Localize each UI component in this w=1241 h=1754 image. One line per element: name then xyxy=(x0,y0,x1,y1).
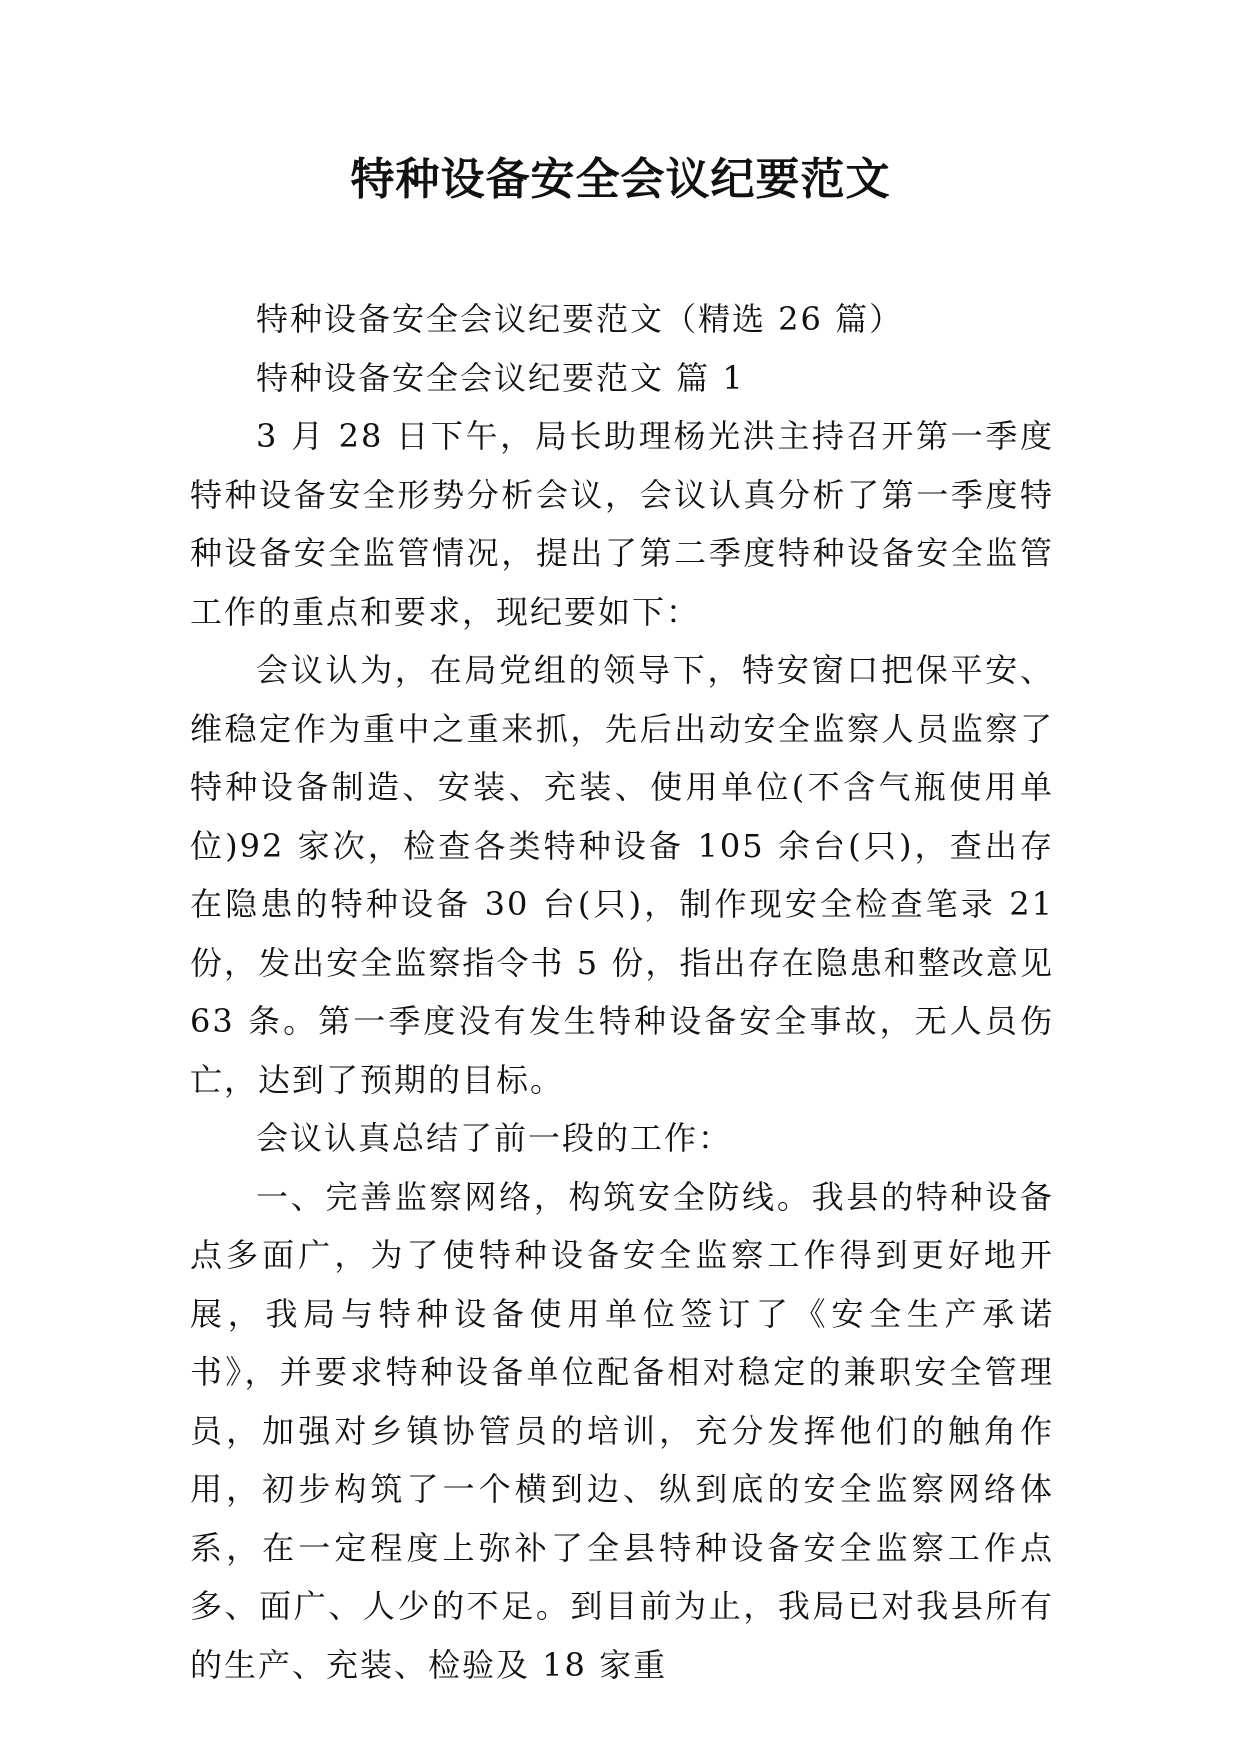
document-body xyxy=(190,290,1054,1694)
paragraph-meeting-intro: 3 月 28 日下午，局长助理杨光洪主持召开第一季度特种设备安全形势分析会议，会议认真分析了第一季度特种设备安全监管情况，提出了第二季度特种设备安全监管工作的重点和要求，现纪要如下： xyxy=(190,417,1054,631)
paragraph-point-one: 一、完善监察网络，构筑安全防线。我县的特种设备点多面广，为了使特种设备安全监察工作得到更好地开展，我局与特种设备使用单位签订了《安全生产承诺书》，并要求特种设备单位配备相对稳定的兼职安全管理员，加强对乡镇协管员的培训，充分发挥他们的触角作用，初步构筑了一个横到边、纵到底的安全监察网络体系，在一定程度上弥补了全县特种设备安全监察工作点多、面广、人少的不足。到目前为止，我局已对我县所有的生产、充装、检验及 18 家重 xyxy=(190,1177,1054,1684)
document-title: 特种设备安全会议纪要范文 xyxy=(350,154,891,205)
paragraph-section-heading: 特种设备安全会议纪要范文 篇 1 xyxy=(256,358,745,397)
paragraph-meeting-findings: 会议认为，在局党组的领导下，特安窗口把保平安、维稳定作为重中之重来抓，先后出动安全监察人员监察了特种设备制造、安装、充装、使用单位(不含气瓶使用单位)92 家次，检查各类特种设备 105 余台(只)，查出存在隐患的特种设备 30 台(只)，制作现安全检查笔录 21 份，发出安全监察指令书 5 份，指出存在隐患和整改意见 63 条。第一季度没有发生特种设备安全事故，无人员伤亡，达到了预期的目标。 xyxy=(190,651,1054,1099)
paragraph-subtitle: 特种设备安全会议纪要范文（精选 26 篇） xyxy=(256,300,904,338)
paragraph-work-summary: 会议认真总结了前一段的工作： xyxy=(256,1119,733,1157)
